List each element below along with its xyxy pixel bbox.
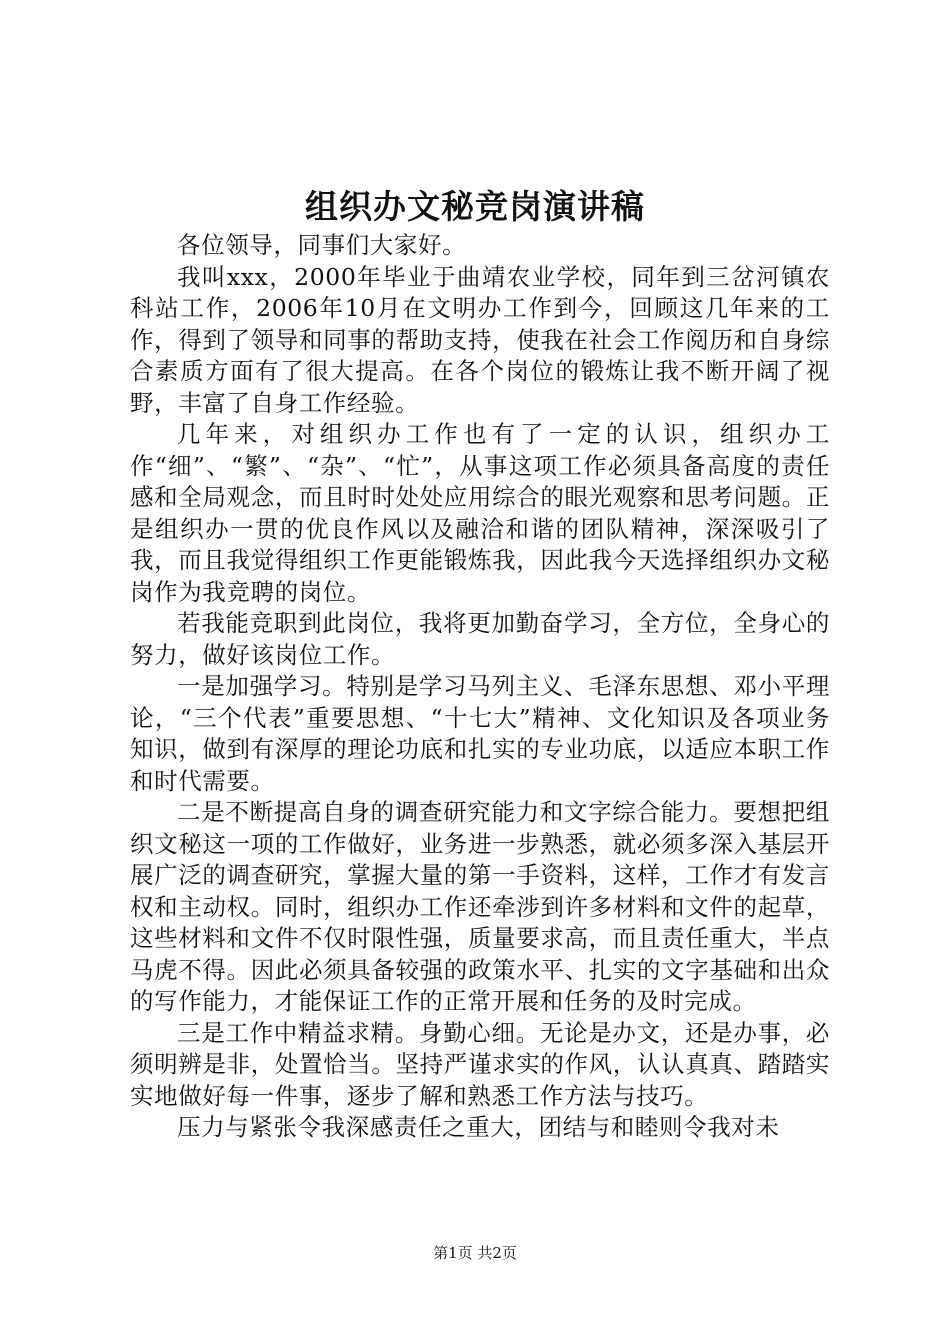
paragraph-point-three: 三是工作中精益求精。身勤心细。无论是办文，还是办事，必须明辨是非，处置恰当。坚持严谨求实的作风，认认真真、踏踏实实地做好每一件事，逐步了解和熟悉工作方法与技巧。: [130, 1018, 830, 1110]
paragraph-commitment: 若我能竞职到此岗位，我将更加勤奋学习，全方位，全身心的努力，做好该岗位工作。: [130, 609, 830, 669]
document-title: 组织办文秘竞岗演讲稿: [305, 187, 645, 226]
paragraph-point-one: 一是加强学习。特别是学习马列主义、毛泽东思想、邓小平理论，“三个代表”重要思想、“十七大”精神、文化知识及各项业务知识，做到有深厚的理论功底和扎实的专业功底，以适应本职工作和时代需要。: [130, 672, 830, 795]
paragraph-closing: 压力与紧张令我深感责任之重大，团结与和睦则令我对未: [177, 1113, 780, 1141]
page-number-footer: 第1页 共2页: [433, 1244, 517, 1262]
paragraph-understanding: 几年来，对组织办工作也有了一定的认识，组织办工作“细”、“繁”、“杂”、“忙”，从事这项工作必须具备高度的责任感和全局观念，而且时时处处应用综合的眼光观察和思考问题。正是组织办一贯的优良作风以及融洽和谐的团队精神，深深吸引了我，而且我觉得组织工作更能锻炼我，因此我今天选择组织办文秘岗作为我竞聘的岗位。: [130, 420, 830, 606]
paragraph-greeting: 各位领导，同事们大家好。: [177, 231, 467, 259]
paragraph-introduction: 我叫xxx，2000年毕业于曲靖农业学校，同年到三岔河镇农科站工作，2006年10月在文明办工作到今，回顾这几年来的工作，得到了领导和同事的帮助支持，使我在社会工作阅历和自身综合素质方面有了很大提高。在各个岗位的锻炼让我不断开阔了视野，丰富了自身工作经验。: [130, 262, 830, 417]
paragraph-point-two: 二是不断提高自身的调查研究能力和文字综合能力。要想把组织文秘这一项的工作做好，业务进一步熟悉，就必须多深入基层开展广泛的调查研究，掌握大量的第一手资料，这样，工作才有发言权和主动权。同时，组织办工作还牵涉到许多材料和文件的起草，这些材料和文件不仅时限性强，质量要求高，而且责任重大，半点马虎不得。因此必须具备较强的政策水平、扎实的文字基础和出众的写作能力，才能保证工作的正常开展和任务的及时完成。: [130, 798, 830, 1015]
document-body: [130, 230, 830, 1144]
